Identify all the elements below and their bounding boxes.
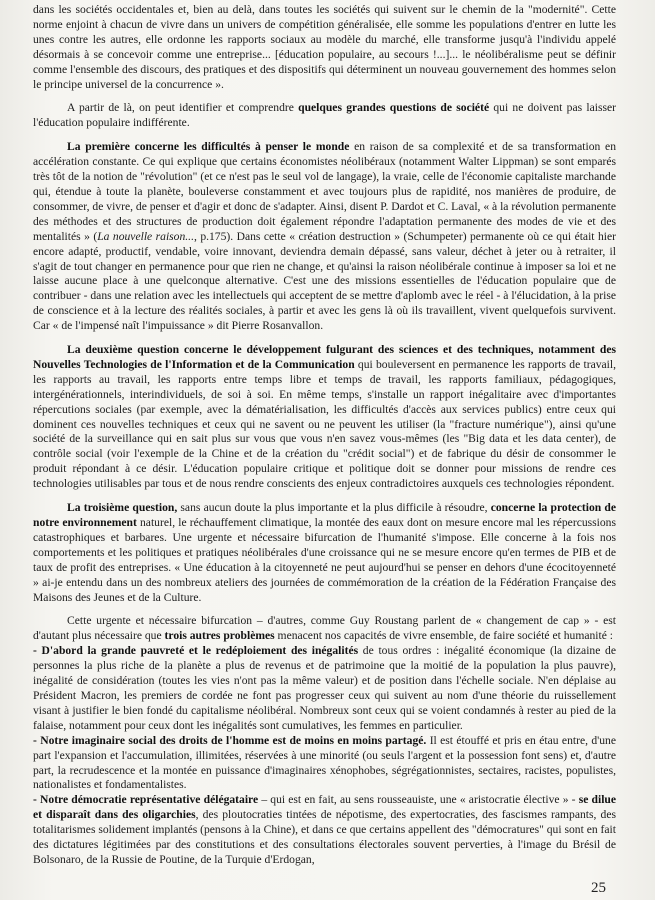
second-question-paragraph	[33, 343, 616, 492]
problem-inequality-item	[33, 644, 616, 733]
third-question-heading: La troisième question,	[67, 501, 178, 515]
problem-inequality-text: de tous ordres : inégalité économique (la dizaine de personnes la plus riche de la planète a plus de revenus et de patrimoine que la moitié de la population la plus pauvre), inégalité de considération (toutes les vies n'ont pas la même valeur) et de position dans l'échelle sociale. N'en déplaise au Président Macron, les premiers de cordée ne font pas progresser ceux qui suivent au nom d'une théorie du ruissellement visant à justifier le bien fondé du capitalisme néolibéral. Nombreux sont ceux qui se voient condamnés à rester au pied de la falaise, notamment pour ceux dont les inégalités sont cumulatives, les femmes en particulier.	[33, 644, 616, 732]
problem-democracy-text-1: – qui est en fait, au sens rousseauiste, une « aristocratie élective » -	[258, 793, 579, 807]
problem-democracy-subject: se dilue et disparaît dans des oligarchies	[33, 793, 617, 822]
problems-paragraph	[33, 614, 616, 644]
problem-inequality-heading: - D'abord la grande pauvreté et le redéploiement des inégalités	[33, 644, 359, 658]
third-question-text-2: naturel, le réchauffement climatique, la montée des eaux dont on mesure encore mal les répercussions catastrophiques et barbares. Une urgente et nécessaire bifurcation de l'humanité s'impose. Elle concerne à la fois nos comportements et les politiques et pratiques néolibérales d'une croissance qui ne se mesure encore qu'en termes de PIB et de taux de profit des entreprises. « Une éducation à la citoyenneté ne peut aujourd'hui se penser en dehors d'une écocitoyenneté » ai-je entendu dans un des nombreux ateliers des journées de commémoration de la création de la Fédération Française des Maisons des Jeunes et de la Culture.	[33, 516, 616, 604]
third-question-subject: concerne la protection de notre environnement	[33, 501, 617, 529]
first-question-text-2: , p.175). Dans cette « création destruction » (Schumpeter) permanente où ce qui était hier encore adapté, productif, vendable, voire innovant, deviendra demain dépassé, sans valeur, déchet à jeter ou à retraiter, il s'agit de tout changer en permanence pour que rien ne change, et qu'ainsi la raison néolibérale continue à imposer sa loi et ne laisse aucune place à une quelconque alternative. C'est une des missions essentielles de l'éducation populaire que de contribuer - dans une relation avec les intellectuels qui acceptent de se mettre d'aplomb avec le réel - à l'élucidation, à la prise de conscience et à la lecture des réalités sociales, à partir et avec les gens là où ils travaillent, vivent quelquefois survivent. Car « de l'impensé naît l'impuissance » dit Pierre Rosanvallon.	[33, 229, 616, 333]
problems-bold: trois autres problèmes	[164, 629, 275, 643]
problem-democracy-text-2: , des ploutocraties tintées de népotisme, des expertocraties, des fascismes rampants, des totalitarismes solidement implantés (pensons à la Chine), et dans ce que certains appellent des "démocratures" qui sont en fait des dictatures légitimées par des constitutions et des consultations électorales souvent perverties, à l'image du Brésil de Bolsonaro, de la Russie de Poutine, de la Turquie d'Erdogan,	[33, 808, 616, 866]
intro-paragraph	[33, 3, 616, 92]
problems-text-2: menacent nos capacités de vivre ensemble, de faire société et humanité :	[274, 629, 613, 643]
transition-before: A partir de là, on peut identifier et comprendre	[67, 101, 299, 115]
problem-human-rights-text: Il est étouffé et pris en étau entre, d'une part l'expansion et l'accumulation, illimitées, réservées à une minorité (ou seuls l'argent et la possession font sens) et, d'autre part, la recrudescence et la montée en puissance d'imaginaires xénophobes, ségrégationnistes, sectaires, racistes, populistes, nationalistes et fondamentalistes.	[33, 733, 616, 792]
problem-democracy-item	[33, 793, 616, 868]
first-question-paragraph	[33, 140, 616, 334]
transition-paragraph	[33, 101, 616, 131]
first-question-text-1: en raison de sa complexité et de sa transformation en accélération constante. Ce qui explique que certains économistes néolibéraux (notamment Walter Lippman) se sont emparés très tôt de la notion de "révolution" (et ce n'est pas le seul vol de langage), la vraie, celle de l'économie capitaliste marchande qui, étendue à toute la planète, bouleverse constamment et avec toujours plus de rapidité, nos manières de produire, de consommer, de vivre, de penser et d'agir et donc de s'adapter. Ainsi, disent P. Dardot et C. Laval, « à la révolution permanente des méthodes et des structures de production doit également répondre l'adaptation permanente des modes de vie et des mentalités » (	[33, 140, 616, 243]
second-question-heading: La deuxième question concerne le développement fulgurant des sciences et des techniques, notamment des Nouvelles Technologies de l'Information et de la Communication	[33, 343, 616, 371]
first-question-heading: La première concerne les difficultés à penser le monde	[67, 140, 350, 154]
intro-text: dans les sociétés occidentales et, bien au delà, dans toutes les sociétés qui suivent sur le chemin de la "modernité". Cette norme enjoint à chacun de vivre dans un univers de compétition généralisée, elle somme les populations d'entrer en lutte les unes contre les autres, elle ordonne les rapports sociaux au modèle du marché, elle transforme jusqu'à l'individu appelé désormais à se concevoir comme une entreprise... [éducation populaire, au secours !...]... le néolibéralisme peut se définir comme l'ensemble des discours, des pratiques et des dispositifs qui déterminent un nouveau gouvernement des hommes selon le principe universel de la concurrence ».	[33, 3, 616, 91]
problem-democracy-heading: - Notre démocratie représentative délégataire	[33, 793, 259, 807]
third-question-paragraph	[33, 501, 616, 605]
problem-human-rights-item	[33, 734, 616, 794]
transition-after: qui ne doivent pas laisser l'éducation populaire indifférente.	[33, 101, 616, 130]
problems-text-1: Cette urgente et nécessaire bifurcation – d'autres, comme Guy Roustang parlent de « changement de cap » - est d'autant plus nécessaire que	[33, 614, 616, 643]
text-column	[33, 3, 616, 868]
third-question-text-1: sans aucun doute la plus importante et la plus difficile à résoudre,	[177, 501, 491, 515]
problem-human-rights-heading: - Notre imaginaire social des droits de l'homme est de moins en moins partagé.	[33, 733, 427, 747]
second-question-text: qui bouleversent en permanence les rapports de travail, les rapports au travail, les rapports entre temps libre et temps de travail, les rapports familiaux, pédagogiques, intergénérationnels, interindividuels, de soi à soi. En même temps, s'installe un rapport inégalitaire avec d'importantes répercutions sociales (par exemple, avec la dématérialisation, les difficultés d'accès aux services publics) entre ceux qui dominent ces nouvelles techniques et ceux qui ne savent ou ne peuvent les utiliser (la "fracture numérique"), ainsi qu'une société de la surveillance qui en sait plus sur vous que vous n'en savez vous-mêmes (les "Big data et les data center), de contrôle social (voir l'exemple de la Chine et de la création du "crédit social") et de fabrique du désir de consommer le produit répondant à ce désir. L'éducation populaire critique et politique doit se donner pour missions de rendre ces technologies utilisables par tous et de nous rendre conscients des enjeux contradictoires auxquels ces technologies répondent.	[33, 357, 617, 491]
transition-bold: quelques grandes questions de société	[298, 101, 490, 115]
page-number: 25	[591, 880, 606, 896]
first-question-citation: La nouvelle raison...	[97, 229, 194, 243]
